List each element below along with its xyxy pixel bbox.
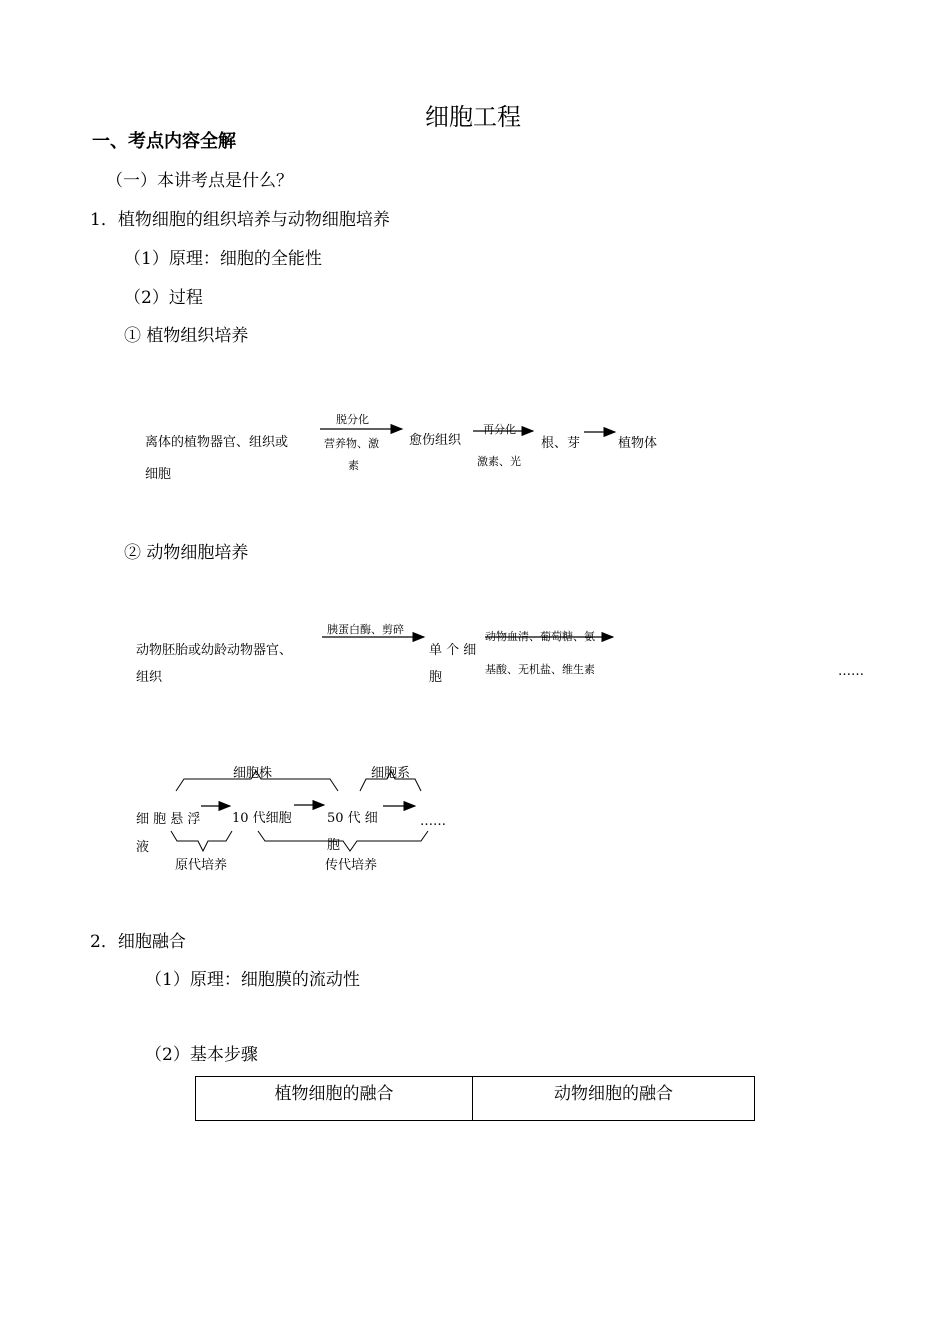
serum-label: 动物血清、葡萄糖、氨 [485,630,595,643]
plant-body-node: 植物体 [618,436,658,451]
gen50-node-2: 胞 [327,838,341,853]
plant-culture-heading: ① 植物组织培养 [124,326,249,346]
cell-suspension-node: 细 胞 悬 浮 [136,812,201,827]
primary-culture-label: 原代培养 [175,858,228,873]
redifferentiation-label: 再分化 [483,423,516,436]
plant-fusion-header: 植物细胞的融合 [196,1077,473,1121]
nutrients-label: 基酸、无机盐、维生素 [485,663,595,676]
item-2-principle: （1）原理：细胞膜的流动性 [145,970,360,990]
nutrient-label-2: 素 [348,459,359,472]
single-cell-node-2: 胞 [429,670,443,685]
cell-strain-label: 细胞株 [233,766,273,781]
nutrient-label: 营养物、激 [324,437,379,450]
subsection-heading: （一）本讲考点是什么？ [106,171,293,191]
root-bud-node: 根、芽 [541,436,581,451]
flow-ellipsis: …… [838,664,864,679]
gen10-node: 10 代细胞 [232,811,292,826]
primary-culture-brace [171,831,232,851]
culture-ellipsis: …… [420,814,446,829]
trypsin-label: 胰蛋白酶、剪碎 [327,623,404,636]
cell-line-brace [360,771,421,791]
item-1-process: （2）过程 [124,288,203,308]
plant-start-label-2: 细胞 [145,467,172,482]
animal-fusion-header: 动物细胞的融合 [473,1077,755,1121]
gen50-node: 50 代 细 [327,811,378,826]
passage-culture-label: 传代培养 [325,858,378,873]
hormone-light-label: 激素、光 [477,455,521,468]
callus-node: 愈伤组织 [409,433,462,448]
page-title: 细胞工程 [425,103,521,131]
cell-strain-brace [176,771,338,791]
animal-start-label: 动物胚胎或幼龄动物器官、 [136,643,293,658]
cell-line-label: 细胞系 [371,766,411,781]
item-2-heading: 2．细胞融合 [90,932,186,952]
animal-culture-heading: ② 动物细胞培养 [124,543,249,563]
plant-start-label: 离体的植物器官、组织或 [145,435,289,450]
single-cell-node: 单 个 细 [429,643,477,658]
animal-start-label-2: 组织 [136,670,163,685]
item-1-heading: 1．植物细胞的组织培养与动物细胞培养 [90,210,390,230]
table-row [196,1077,755,1121]
section-heading: 一、考点内容全解 [92,131,236,152]
passage-culture-brace [258,831,428,851]
cell-suspension-node-2: 液 [136,840,150,855]
fusion-table [195,1076,755,1121]
item-1-principle: （1）原理：细胞的全能性 [124,249,322,269]
item-2-steps: （2）基本步骤 [145,1045,258,1065]
dedifferentiation-label: 脱分化 [336,413,369,426]
